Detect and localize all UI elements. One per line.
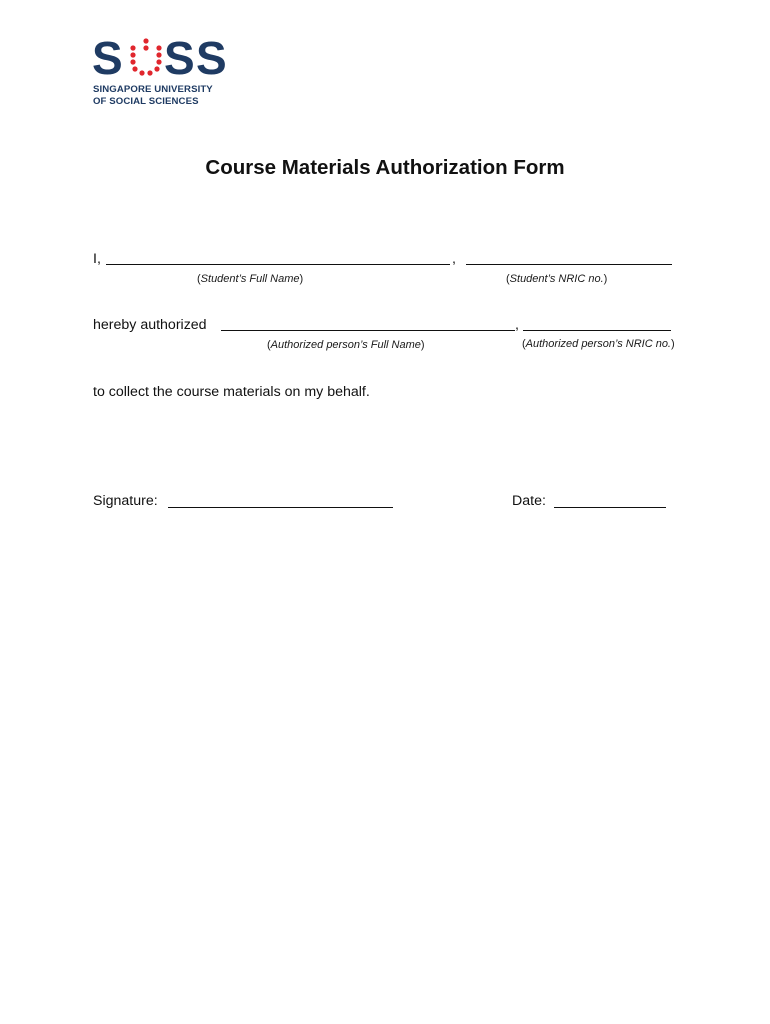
signature-field[interactable]: [168, 507, 393, 508]
svg-text:S: S: [196, 36, 227, 80]
suss-logo: [92, 36, 242, 112]
logo-u-dots: [130, 38, 161, 75]
svg-text:S: S: [164, 36, 195, 80]
line2-prefix: hereby authorized: [93, 317, 207, 333]
line1-prefix: I,: [93, 251, 101, 267]
logo-line-2: OF SOCIAL SCIENCES: [93, 96, 199, 107]
signature-label: Signature:: [93, 493, 158, 509]
authorized-name-caption: (Authorized person’s Full Name): [267, 339, 425, 351]
form-title: Course Materials Authorization Form: [205, 156, 565, 179]
logo-line-1: SINGAPORE UNIVERSITY: [93, 84, 213, 95]
student-nric-field[interactable]: [466, 264, 672, 265]
date-label: Date:: [512, 493, 546, 509]
svg-text:S: S: [92, 36, 123, 80]
authorization-statement: to collect the course materials on my behalf.: [93, 384, 370, 400]
authorized-full-name-field[interactable]: [221, 330, 515, 331]
date-field[interactable]: [554, 507, 666, 508]
suss-wordmark: [92, 36, 234, 80]
student-name-caption: (Student’s Full Name): [197, 273, 304, 285]
authorized-nric-caption: (Authorized person’s NRIC no.): [522, 338, 675, 350]
line2-separator: ,: [515, 317, 519, 333]
student-nric-caption: (Student’s NRIC no.): [506, 273, 608, 285]
student-full-name-field[interactable]: [106, 264, 450, 265]
line1-separator: ,: [452, 251, 456, 267]
authorized-nric-field[interactable]: [523, 330, 671, 331]
